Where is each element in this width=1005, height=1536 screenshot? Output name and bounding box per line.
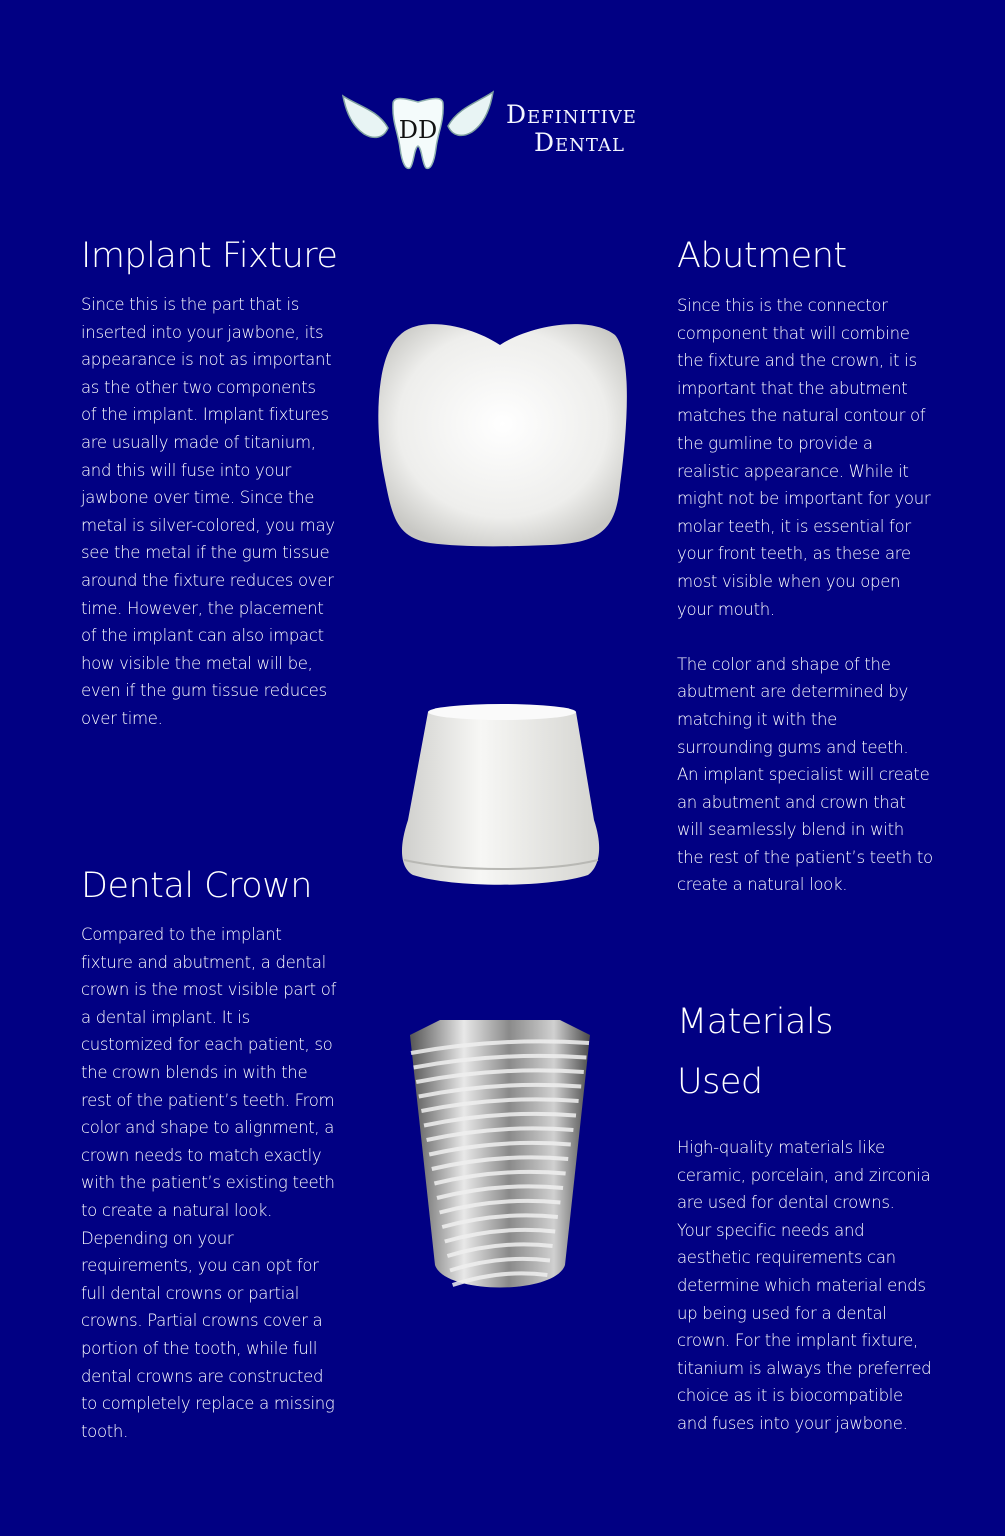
text-line: fixture and abutment, a dental [81,952,326,972]
text-line: tooth. [81,1421,129,1441]
text-line: see the metal if the gum tissue [81,543,330,563]
brand-name-line1: Definitive [506,100,637,129]
text-line: as the other two components [81,377,316,397]
text-line: to completely replace a missing [81,1394,335,1414]
text-line: and fuses into your jawbone. [677,1413,908,1433]
text-line: around the fixture reduces over [81,570,334,590]
text-line: portion of the tooth, while full [81,1338,318,1358]
text-line: with the patient’s existing teeth [81,1173,335,1193]
materials-title-line2: Used [677,1062,763,1102]
logo [338,88,673,174]
text-line: might not be important for your [677,489,931,509]
materials-text [677,1134,931,1438]
text-line: will seamlessly blend in with [677,820,904,840]
text-line: realistic appearance. While it [677,461,909,481]
text-line: inserted into your jawbone, its [81,322,324,342]
text-line: create a natural look. [677,875,848,895]
text-line: customized for each patient, so [81,1035,333,1055]
text-line: requirements, you can opt for [81,1256,319,1276]
text-line: matching it with the [677,709,837,729]
text-line: An implant specialist will create [677,765,930,785]
text-line [677,623,933,651]
brand-name-line2: Dental [534,128,625,157]
text-line: matches the natural contour of [677,406,926,426]
text-line: dental crowns are constructed [81,1366,324,1386]
abutment-title: Abutment [677,236,847,276]
text-line: choice as it is biocompatible [677,1386,903,1406]
materials-title-line1: Materials [677,1002,833,1042]
implant-fixture-illustration [405,1015,595,1305]
text-line: determine which material ends [677,1275,926,1295]
text-line: High-quality materials like [677,1138,885,1157]
text-line: crown is the most visible part of [81,980,337,1000]
text-line: jawbone over time. Since the [81,488,315,508]
text-line: are usually made of titanium, [81,432,316,452]
dental-crown-text [81,921,336,1445]
text-line: crown needs to match exactly [81,1145,322,1165]
text-line: of the implant can also impact [81,626,324,646]
text-line: an abutment and crown that [677,792,906,812]
text-line: Since this is the part that is [81,295,300,314]
text-line: the rest of the patient’s teeth to [677,847,933,867]
text-line: Since this is the connector [677,296,888,315]
text-line: even if the gum tissue reduces [81,681,327,701]
text-line: color and shape to alignment, a [81,1118,335,1138]
text-line: are used for dental crowns. [677,1193,895,1213]
text-line: how visible the metal will be, [81,653,313,673]
dental-crown-title: Dental Crown [81,866,312,906]
text-line: abutment are determined by [677,682,908,702]
text-line: metal is silver-colored, you may [81,515,335,535]
text-line: and this will fuse into your [81,460,291,480]
abutment-text [677,292,933,899]
text-line: over time. [81,708,163,728]
text-line: full dental crowns or partial [81,1283,300,1303]
text-line: ceramic, porcelain, and zirconia [677,1165,931,1185]
winged-tooth-logo-icon [338,88,498,174]
text-line: rest of the patient’s teeth. From [81,1090,335,1110]
implant-fixture-text [81,291,335,733]
implant-fixture-title: Implant Fixture [81,236,338,276]
text-line: to create a natural look. [81,1200,273,1220]
text-line: crown. For the implant fixture, [677,1331,918,1351]
text-line: the fixture and the crown, it is [677,351,917,371]
svg-text:DD: DD [398,116,438,144]
text-line: appearance is not as important [81,350,332,370]
text-line: up being used for a dental [677,1303,887,1323]
text-line: Compared to the implant [81,925,282,944]
text-line: a dental implant. It is [81,1007,250,1027]
text-line: most visible when you open [677,571,901,591]
text-line: Your specific needs and [677,1220,865,1240]
text-line: The color and shape of the [677,654,891,674]
text-line: of the implant. Implant fixtures [81,405,329,425]
text-line: aesthetic requirements can [677,1248,896,1268]
text-line: the crown blends in with the [81,1062,308,1082]
text-line: molar teeth, it is essential for [677,516,911,536]
text-line: titanium is always the preferred [677,1358,932,1378]
text-line: crowns. Partial crowns cover a [81,1311,323,1331]
text-line: component that will combine [677,323,910,343]
text-line: time. However, the placement [81,598,324,618]
text-line: your front teeth, as these are [677,544,911,564]
text-line: your mouth. [677,599,775,619]
text-line: surrounding gums and teeth. [677,737,909,757]
text-line: important that the abutment [677,378,908,398]
text-line: the gumline to provide a [677,433,873,453]
text-line: Depending on your [81,1228,234,1248]
crown-illustration [370,315,635,550]
abutment-illustration [398,700,604,890]
